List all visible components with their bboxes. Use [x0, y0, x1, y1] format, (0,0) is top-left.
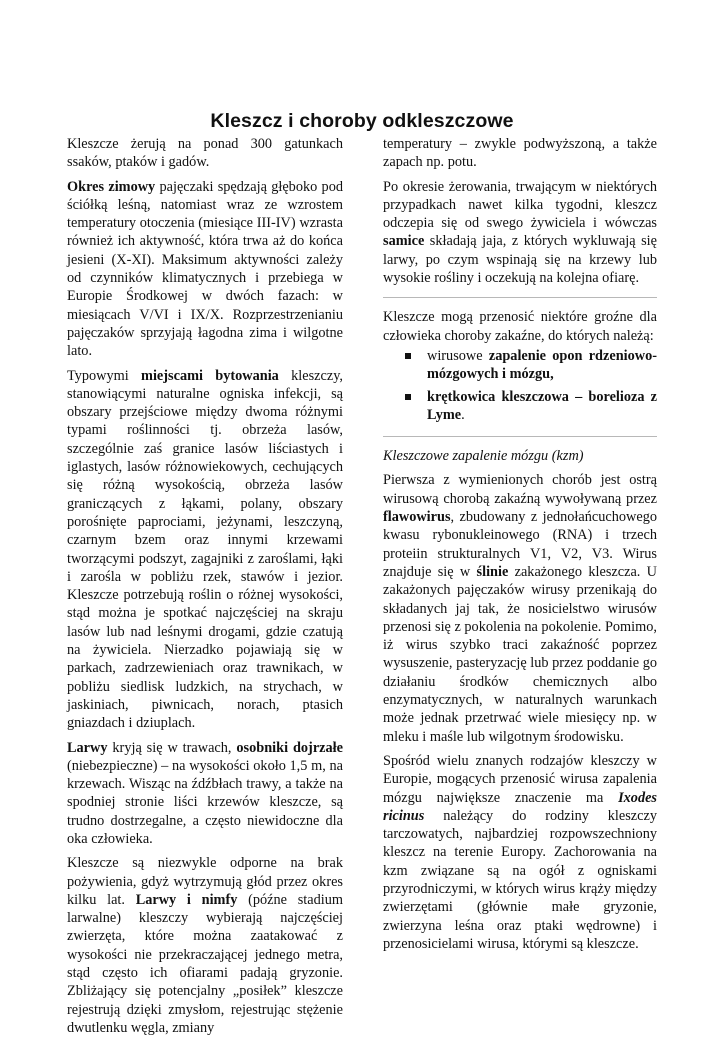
paragraph: Kleszcze są niezwykle odporne na brak pożywienia, gdyż wytrzymują głód przez okres kilku lat. Larwy i nimfy (późne stadium larwalne) kleszczy wybierają najczęściej zwierzęta, które można zaatakować z wysokości nie przekraczającej jednego metra, stąd często ich ofiarami padają gryzonie. Zbliżający się potencjalny „posiłek” kleszcze rejestrują dzięki zmysłom, rejestrując stężenie dwutlenku węgla, zmiany [67, 855, 343, 1036]
paragraph: Kleszcze żerują na ponad 300 gatunkach ssaków, ptaków i gadów. [67, 136, 343, 171]
list-item: krętkowica kleszczowa – borelioza z Lyme. [405, 388, 657, 425]
paragraph: Kleszcze mogą przenosić niektóre groźne dla człowieka choroby zakaźne, do których należą: [383, 309, 657, 344]
list-item: wirusowe zapalenie opon rdzeniowo-mózgowych i mózgu, [405, 347, 657, 384]
paragraph: Po okresie żerowania, trwającym w niektórych przypadkach nawet kilka tygodni, kleszcz odczepia się od swego żywiciela i wówczas samice składają jaja, z których wykluwają się larwy, po czym wspinają się na krzewy lub wysokie rośliny i oczekują na kolejna ofiarę. [383, 178, 657, 287]
document-title: Kleszcz i choroby odkleszczowe [210, 110, 514, 132]
section-divider [383, 297, 657, 298]
disease-list [383, 347, 657, 424]
paragraph: Typowymi miejscami bytowania kleszczy, stanowiącymi naturalne ogniska infekcji, są obszary przejściowe między dwoma różnymi typami roślinności tj. obrzeża lasów, szczególnie zaś granice lasów liściastych i iglastych, lasów różnowiekowych, cechujących się różną wysokością, obrzeża lasów graniczących z łąkami, polany, obszary porośnięte paprociami, jeżynami, leszczyną, czarnym bzem oraz innymi krzewami tworzącymi podszyt, zagajniki z zaroślami, łąki i zarośla w pobliżu rzek, stawów i jezior. Kleszcze potrzebują roślin o różnej wysokości, stąd można je spotkać najczęściej na skraju lasów lub nad leśnymi drogami, gdzie czatują na żywiciela. Nierzadko pojawiają się w parkach, zadrzewieniach oraz trawnikach, w pobliżu siedlisk ludzkich, na strychach, w jaskiniach, piwnicach, norach, ptasich gniazdach i dziuplach. [67, 367, 343, 732]
right-column [383, 135, 657, 953]
paragraph: Spośród wielu znanych rodzajów kleszczy w Europie, mogących przenosić wirusa zapalenia mózgu największe znaczenie ma Ixodes ricinus należący do rodziny kleszczy tarczowatych, najbardziej rozpowszechniony kleszcz na terenie Europy. Zachorowania na kzm związane są na ogół z ogniskami przyrodniczymi, w których wirus krąży między zwierzętami (głównie małe gryzonie, zwierzyna leśna oraz ptaki wędrowne) i przenosicielami wirusa, którymi są kleszcze. [383, 752, 657, 952]
section-heading: Kleszczowe zapalenie mózgu (kzm) [383, 448, 584, 465]
paragraph: temperatury – zwykle podwyższoną, a także zapach np. potu. [383, 136, 657, 171]
paragraph: Pierwsza z wymienionych chorób jest ostrą wirusową chorobą zakaźną wywoływaną przez flawowirus, zbudowany z jednołańcuchowego kwasu rybonukleinowego (RNA) i trzech proteiin strukturalnych V1, V2, V3. Wirus znajduje się w ślinie zakażonego kleszcza. U zakażonych pajęczaków wirusy przenikają do składanych jaj tak, że nosicielstwo wirusów przenosi się z pokolenia na pokolenie. Pomimo, iż wirus szybko traci zakaźność poprzez wysuszenie, pasteryzację lub przez poddanie go działaniu środków chemicznych albo enzymatycznych, w naturalnych warunkach może jednak przetrwać wiele miesięcy np. w mleku i maśle lub wilgotnym środowisku. [383, 472, 657, 745]
paragraph: Okres zimowy pajęczaki spędzają głęboko pod ściółką leśną, natomiast wraz ze wzrostem temperatury otoczenia (miesiące III-IV) wzrasta również ich aktywność, która trwa aż do końca jesieni (X-XI). Maksimum aktywności zależy od czynników klimatycznych i przebiega w Europie Środkowej w dwóch fazach: w miesiącach V/VI i IX/X. Rozprzestrzenianiu pajęczaków sprzyjają łagodna zima i wilgotne lato. [67, 178, 343, 360]
square-bullet-icon [405, 353, 411, 359]
paragraph: Larwy kryją się w trawach, osobniki dojrzałe (niebezpieczne) – na wysokości około 1,5 m, na krzewach. Wisząc na źdźbłach trawy, a także na spodniej stronie liści krzewów kleszcze, są trudno dostrzegalne, a często niewidoczne dla oka człowieka. [67, 739, 343, 847]
left-column [67, 135, 343, 1037]
section-divider [383, 436, 657, 437]
square-bullet-icon [405, 394, 411, 400]
